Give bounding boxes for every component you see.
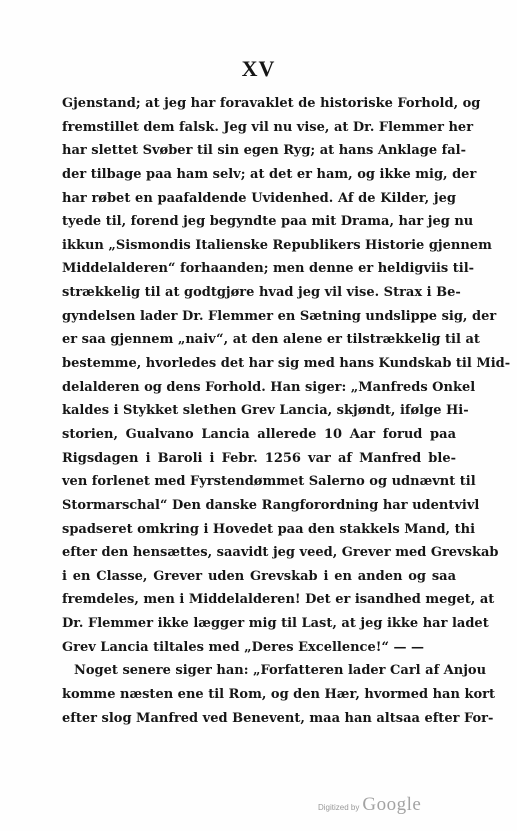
text-line: Dr. Flemmer ikke lægger mig til Last, at jeg ikke har ladet [62, 616, 489, 632]
text-line: Grev Lancia tiltales med „Deres Excellence!“ — — [62, 639, 424, 655]
digitized-by-watermark [318, 794, 421, 816]
text-line: komme næsten ene til Rom, og den Hær, hvormed han kort [62, 687, 495, 703]
text-line: strækkelig til at godtgjøre hvad jeg vil vise. Strax i Be- [62, 285, 461, 301]
text-line: spadseret omkring i Hovedet paa den stakkels Mand, thi [62, 521, 476, 537]
text-line: er saa gjennem „naiv“, at den alene er tilstrækkelig til at [62, 332, 480, 348]
text-line: delalderen og dens Forhold. Han siger: „Manfreds Onkel [62, 379, 476, 395]
body-text [62, 92, 511, 730]
text-line: tyede til, forend jeg begyndte paa mit Drama, har jeg nu [62, 214, 474, 230]
text-line: Stormarschal“ Den danske Rangforordning har udentvivl [62, 497, 480, 513]
text-line: ikkun „Sismondis Italienske Republikers Historie gjennem [62, 237, 492, 253]
text-line: har slettet Svøber til sin egen Ryg; at hans Anklage fal- [62, 143, 467, 159]
text-line: der tilbage paa ham selv; at det er ham, og ikke mig, der [62, 166, 477, 182]
text-line: ven forlenet med Fyrstendømmet Salerno og udnævnt til [62, 474, 476, 490]
text-line: Rigsdagen i Baroli i Febr. 1256 var af Manfred ble- [62, 450, 456, 466]
google-logo: Google [362, 794, 422, 815]
text-line: kaldes i Stykket slethen Grev Lancia, skjøndt, ifølge Hi- [62, 403, 469, 419]
text-line: har røbet en paafaldende Uvidenhed. Af de Kilder, jeg [62, 190, 456, 206]
page-number: XV [241, 56, 276, 81]
digitized-label: Digitized by [318, 803, 360, 812]
text-line: Middelalderen“ forhaanden; men denne er heldigviis til- [62, 261, 475, 277]
text-line: Gjenstand; at jeg har foravaklet de historiske Forhold, og [62, 96, 481, 111]
text-line: Noget senere siger han: „Forfatteren lader Carl af Anjou [74, 663, 487, 679]
text-line: fremstillet dem falsk. Jeg vil nu vise, at Dr. Flemmer her [62, 119, 474, 135]
text-line: efter den hensættes, saavidt jeg veed, Grever med Grevskab [62, 545, 499, 561]
text-line: fremdeles, men i Middelalderen! Det er isandhed meget, at [62, 592, 495, 608]
text-line: storien, Gualvano Lancia allerede 10 Aar forud paa [62, 426, 456, 442]
text-line: gyndelsen lader Dr. Flemmer en Sætning undslippe sig, der [62, 308, 497, 324]
text-line: bestemme, hvorledes det har sig med hans Kundskab til Mid- [62, 356, 511, 372]
text-line: i en Classe, Grever uden Grevskab i en anden og saa [62, 568, 456, 584]
text-line: efter slog Manfred ved Benevent, maa han altsaa efter For- [62, 710, 494, 726]
